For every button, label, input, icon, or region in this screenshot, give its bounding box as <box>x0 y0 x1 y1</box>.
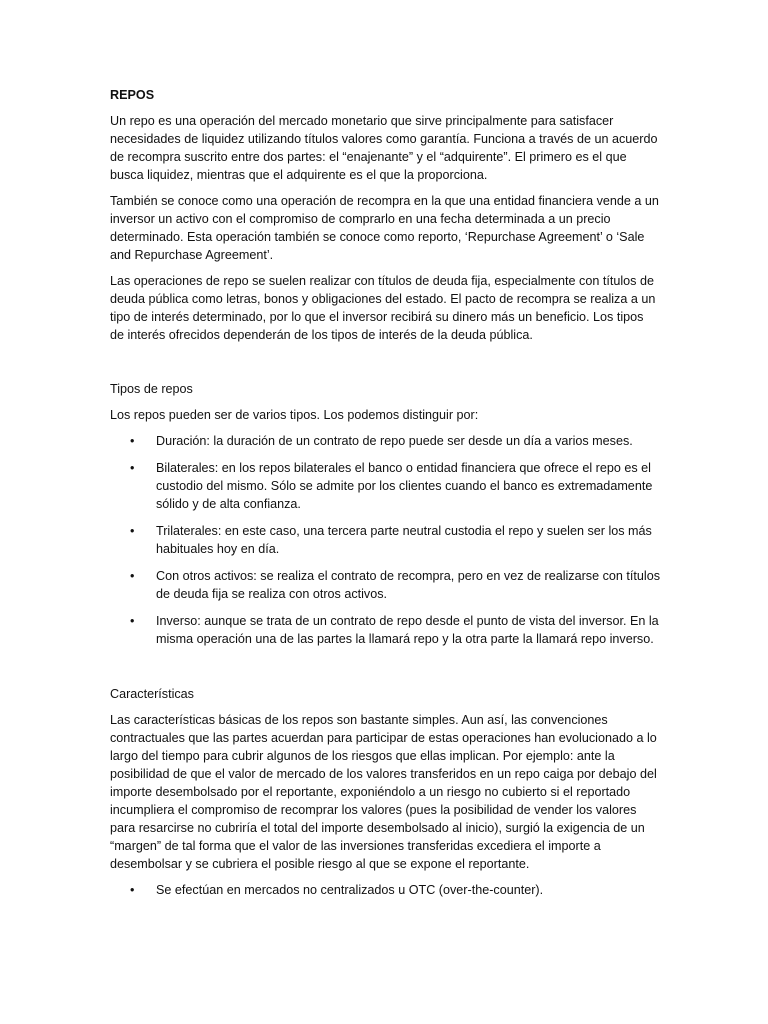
paragraph: También se conoce como una operación de recompra en la que una entidad financiera vende a un inversor un activo con el compromiso de comprarlo en una fecha determinada a un precio determinado. Esta operación también se conoce como reporto, ‘Repurchase Agreement’ o ‘Sale and Repurchase Agreement’. <box>110 194 659 262</box>
section-title-tipos: Tipos de repos <box>110 382 193 396</box>
document-page <box>110 86 660 908</box>
paragraph: Un repo es una operación del mercado monetario que sirve principalmente para satisfacer necesidades de liquidez utilizando títulos valores como garantía. Funciona a través de un acuerdo de recompra suscrito entre dos partes: el “enajenante” y el “adquirente”. El primero es el que busca liquidez, mientras que el adquirente es el que la proporciona. <box>110 114 658 182</box>
paragraph: Los repos pueden ser de varios tipos. Los podemos distinguir por: <box>110 408 479 422</box>
list-item <box>110 567 660 603</box>
spacer <box>110 352 660 380</box>
list-item <box>110 612 660 648</box>
list-item <box>110 522 660 558</box>
paragraph: Las características básicas de los repos son bastante simples. Aun así, las convenciones contractuales que las partes acuerdan para participar de estas operaciones han evolucionado a lo largo del tiempo para cubrir algunos de los riesgos que ellas implican. Por ejemplo: ante la posibilidad de que el valor de mercado de los valores transferidos en un repo caiga por debajo del importe desembolsado por el reportante, exponiéndolo a un riesgo no cubierto si el reportado incumpliera el compromiso de recomprar los valores (pues la posibilidad de vender los valores para resarcirse no cubriría el total del importe desembolsado al inicio), surgió la exigencia de un “margen” de tal forma que el valor de las inversiones transferidas excediera el importe a desembolsar y se cubriera el posible riesgo al que se expone el reportante. <box>110 713 657 871</box>
list-item <box>110 432 660 450</box>
bullet-list-caracteristicas <box>110 881 660 899</box>
list-item-text: Inverso: aunque se trata de un contrato de repo desde el punto de vista del inversor. En la misma operación una de las partes la llamará repo y la otra parte la llamará repo inverso. <box>156 614 659 646</box>
list-item-text: Se efectúan en mercados no centralizados u OTC (over-the-counter). <box>156 883 544 897</box>
list-item-text: Bilaterales: en los repos bilaterales el banco o entidad financiera que ofrece el repo es el custodio del mismo. Sólo se admite por los clientes cuando el banco es extremadamente sólido y de alta confianza. <box>156 461 653 511</box>
bullet-icon: • <box>130 569 135 583</box>
bullet-list-tipos <box>110 432 660 648</box>
bullet-icon: • <box>130 883 135 897</box>
list-item-text: Con otros activos: se realiza el contrato de recompra, pero en vez de realizarse con títulos de deuda fija se realiza con otros activos. <box>156 569 661 601</box>
paragraph: Las operaciones de repo se suelen realizar con títulos de deuda fija, especialmente con títulos de deuda pública como letras, bonos y obligaciones del estado. El pacto de recompra se realiza a un tipo de interés determinado, por lo que el inversor recibirá su dinero más un beneficio. Los tipos de interés ofrecidos dependerán de los tipos de interés de la deuda pública. <box>110 274 656 342</box>
section-title-caracteristicas: Características <box>110 687 194 701</box>
bullet-icon: • <box>130 461 135 475</box>
list-item <box>110 459 660 513</box>
list-item-text: Trilaterales: en este caso, una tercera parte neutral custodia el repo y suelen ser los más habituales hoy en día. <box>156 524 652 556</box>
bullet-icon: • <box>130 434 135 448</box>
list-item <box>110 881 660 899</box>
list-item-text: Duración: la duración de un contrato de repo puede ser desde un día a varios meses. <box>156 434 633 448</box>
spacer <box>110 657 660 685</box>
bullet-icon: • <box>130 614 135 628</box>
section-title-repos: REPOS <box>110 88 155 102</box>
bullet-icon: • <box>130 524 135 538</box>
